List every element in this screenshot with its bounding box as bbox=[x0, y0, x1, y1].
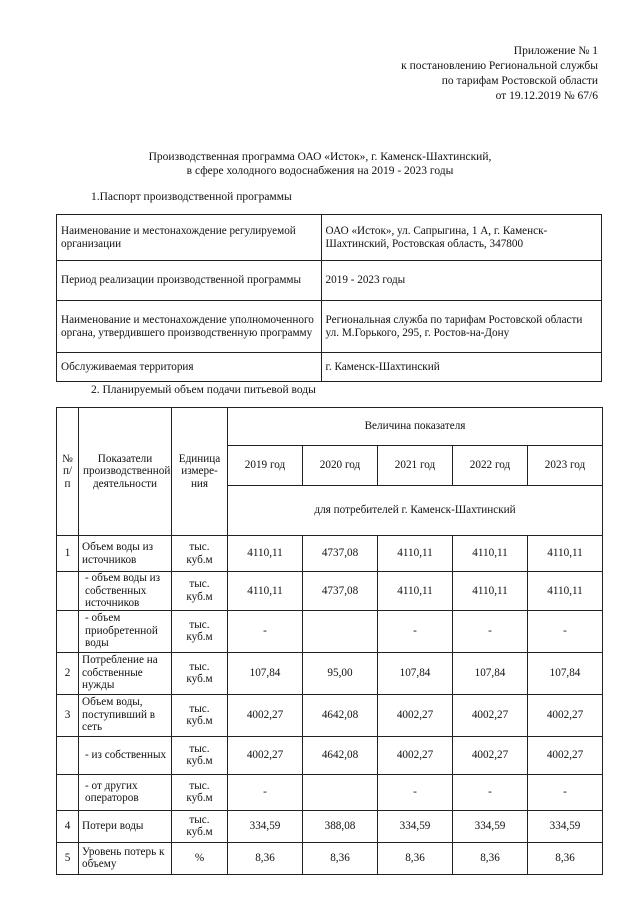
row-value: 8,36 bbox=[453, 842, 528, 874]
row-value: - bbox=[453, 610, 528, 652]
appendix-line-1: Приложение № 1 bbox=[513, 45, 598, 57]
row-value: 4110,11 bbox=[378, 536, 453, 572]
year-cell: 2022 год bbox=[453, 446, 528, 486]
appendix-line-4: от 19.12.2019 № 67/6 bbox=[495, 90, 598, 102]
row-value: 4002,27 bbox=[453, 694, 528, 736]
row-num bbox=[57, 610, 79, 652]
row-value: - bbox=[378, 774, 453, 810]
row-indicator: - из собственных bbox=[79, 736, 172, 774]
row-value: 388,08 bbox=[303, 810, 378, 842]
row-indicator: - объем приобретенной воды bbox=[79, 610, 172, 652]
row-value: 8,36 bbox=[528, 842, 603, 874]
row-indicator: Объем воды из источников bbox=[79, 536, 172, 572]
row-value bbox=[303, 610, 378, 652]
row-num: 4 bbox=[57, 810, 79, 842]
row-indicator: Потребление на собственные нужды bbox=[79, 652, 172, 694]
table-row bbox=[57, 774, 603, 810]
row-value: 4002,27 bbox=[453, 736, 528, 774]
row-value: 4002,27 bbox=[528, 694, 603, 736]
row-num: 2 bbox=[57, 652, 79, 694]
passport-value: г. Каменск-Шахтинский bbox=[321, 353, 601, 382]
passport-row bbox=[57, 261, 602, 301]
header-indicator: Показатели производственной деятельности bbox=[79, 408, 172, 536]
row-value: 95,00 bbox=[303, 652, 378, 694]
row-indicator: Уровень потерь к объему bbox=[79, 842, 172, 874]
row-value: 4002,27 bbox=[228, 736, 303, 774]
appendix-line-2: к постановлению Региональной службы bbox=[401, 60, 598, 72]
row-indicator: - от других операторов bbox=[79, 774, 172, 810]
row-indicator: Объем воды, поступивший в сеть bbox=[79, 694, 172, 736]
appendix-block bbox=[298, 44, 598, 104]
row-value: 4110,11 bbox=[453, 572, 528, 611]
row-indicator: Потери воды bbox=[79, 810, 172, 842]
row-value: 107,84 bbox=[453, 652, 528, 694]
row-value: 334,59 bbox=[228, 810, 303, 842]
row-value: 8,36 bbox=[228, 842, 303, 874]
row-value: 4110,11 bbox=[228, 572, 303, 611]
row-unit: тыс. куб.м bbox=[172, 536, 228, 572]
row-value: 4737,08 bbox=[303, 536, 378, 572]
row-num: 3 bbox=[57, 694, 79, 736]
row-value: - bbox=[528, 774, 603, 810]
passport-row bbox=[57, 353, 602, 382]
row-unit: тыс. куб.м bbox=[172, 572, 228, 611]
passport-row bbox=[57, 301, 602, 353]
row-value: 4110,11 bbox=[528, 572, 603, 611]
row-num: 5 bbox=[57, 842, 79, 874]
table-row bbox=[57, 572, 603, 611]
table-row bbox=[57, 810, 603, 842]
table-row bbox=[57, 842, 603, 874]
row-value: 4002,27 bbox=[378, 694, 453, 736]
appendix-line-3: по тарифам Ростовской области bbox=[441, 75, 598, 87]
row-value: 334,59 bbox=[453, 810, 528, 842]
header-value: Величина показателя bbox=[228, 408, 603, 446]
table-row bbox=[57, 694, 603, 736]
row-num bbox=[57, 736, 79, 774]
row-unit: тыс. куб.м bbox=[172, 610, 228, 652]
row-value: 4642,08 bbox=[303, 694, 378, 736]
header-unit: Единица измере-ния bbox=[172, 408, 228, 536]
row-num bbox=[57, 774, 79, 810]
table-row bbox=[57, 610, 603, 652]
document-title bbox=[0, 150, 640, 178]
title-line-1: Производственная программа ОАО «Исток», г. Каменск-Шахтинский, bbox=[148, 151, 492, 163]
passport-value: Региональная служба по тарифам Ростовской области ул. М.Горького, 295, г. Ростов-на-Дону bbox=[321, 301, 601, 353]
row-value: 4110,11 bbox=[228, 536, 303, 572]
row-value: 107,84 bbox=[528, 652, 603, 694]
row-value: 4002,27 bbox=[228, 694, 303, 736]
row-indicator: - объем воды из собственных источников bbox=[79, 572, 172, 611]
passport-table bbox=[56, 214, 602, 382]
table-row bbox=[57, 652, 603, 694]
row-value: - bbox=[228, 774, 303, 810]
row-value: 4110,11 bbox=[528, 536, 603, 572]
passport-label: Наименование и местонахождение уполномоченного органа, утвердившего производственную программу bbox=[57, 301, 322, 353]
year-cell: 2020 год bbox=[303, 446, 378, 486]
row-value: 4002,27 bbox=[528, 736, 603, 774]
row-value: - bbox=[528, 610, 603, 652]
row-value: 107,84 bbox=[378, 652, 453, 694]
row-value: 334,59 bbox=[528, 810, 603, 842]
section-2-heading: 2. Планируемый объем подачи питьевой воды bbox=[91, 384, 316, 396]
row-value: 8,36 bbox=[303, 842, 378, 874]
header-consumers: для потребителей г. Каменск-Шахтинский bbox=[228, 486, 603, 536]
passport-value: 2019 - 2023 годы bbox=[321, 261, 601, 301]
title-line-2: в сфере холодного водоснабжения на 2019 - 2023 годы bbox=[186, 165, 454, 177]
row-value bbox=[303, 774, 378, 810]
row-value: 8,36 bbox=[378, 842, 453, 874]
row-value: 4110,11 bbox=[453, 536, 528, 572]
year-cell: 2021 год bbox=[378, 446, 453, 486]
passport-value: ОАО «Исток», ул. Сапрыгина, 1 А, г. Каменск-Шахтинский, Ростовская область, 347800 bbox=[321, 215, 601, 261]
row-unit: тыс. куб.м bbox=[172, 694, 228, 736]
row-value: - bbox=[228, 610, 303, 652]
row-value: 4110,11 bbox=[378, 572, 453, 611]
row-value: 334,59 bbox=[378, 810, 453, 842]
row-unit: % bbox=[172, 842, 228, 874]
row-num: 1 bbox=[57, 536, 79, 572]
table-row bbox=[57, 736, 603, 774]
volume-table bbox=[56, 407, 603, 875]
row-value: 4737,08 bbox=[303, 572, 378, 611]
row-unit: тыс. куб.м bbox=[172, 774, 228, 810]
row-unit: тыс. куб.м bbox=[172, 736, 228, 774]
row-value: 107,84 bbox=[228, 652, 303, 694]
row-value: 4002,27 bbox=[378, 736, 453, 774]
passport-label: Обслуживаемая территория bbox=[57, 353, 322, 382]
row-value: - bbox=[378, 610, 453, 652]
section-1-heading: 1.Паспорт производственной программы bbox=[91, 191, 292, 203]
passport-label: Наименование и местонахождение регулируемой организации bbox=[57, 215, 322, 261]
table-row bbox=[57, 536, 603, 572]
row-value: - bbox=[453, 774, 528, 810]
header-num: № п/п bbox=[57, 408, 79, 536]
year-cell: 2019 год bbox=[228, 446, 303, 486]
passport-row bbox=[57, 215, 602, 261]
row-num bbox=[57, 572, 79, 611]
row-unit: тыс. куб.м bbox=[172, 810, 228, 842]
year-cell: 2023 год bbox=[528, 446, 603, 486]
volume-header-row bbox=[57, 408, 603, 446]
row-value: 4642,08 bbox=[303, 736, 378, 774]
passport-label: Период реализации производственной программы bbox=[57, 261, 322, 301]
row-unit: тыс. куб.м bbox=[172, 652, 228, 694]
